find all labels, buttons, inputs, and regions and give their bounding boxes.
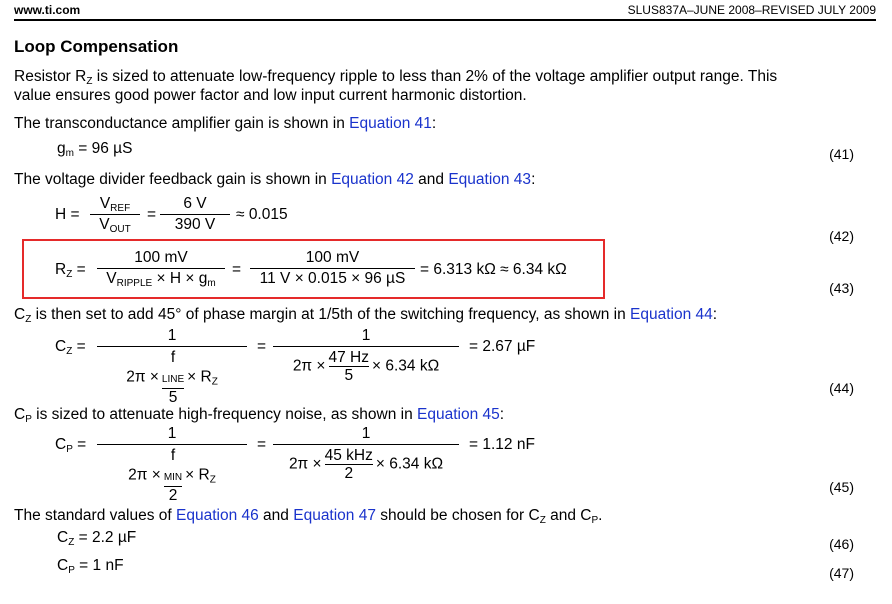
equation-number-44: (44) xyxy=(829,380,854,396)
paragraph-cp-intro: $C_P$ is sized to attenuate high-frequency noise, as shown in Equation 45: xyxy=(14,406,505,425)
equation-46-link[interactable]: Equation 46 xyxy=(176,507,259,524)
document-reference: SLUS837A–JUNE 2008–REVISED JULY 2009 xyxy=(627,3,876,17)
section-title: Loop Compensation xyxy=(14,37,179,56)
equation-47-link[interactable]: Equation 47 xyxy=(293,507,376,524)
paragraph-gm-intro: The transconductance amplifier gain is shown in Equation 41: xyxy=(14,115,437,132)
equation-46: $C_Z = 2.2$ µF xyxy=(57,529,137,548)
equation-number-41: (41) xyxy=(829,146,854,162)
equation-number-42: (42) xyxy=(829,228,854,244)
equation-41: $g_m = 96$ µS xyxy=(57,140,133,159)
equation-47: $C_P = 1$ nF xyxy=(57,557,124,576)
equation-45-link[interactable]: Equation 45 xyxy=(417,406,500,423)
equation-42-link[interactable]: Equation 42 xyxy=(331,171,414,188)
equation-number-43: (43) xyxy=(829,280,854,296)
paragraph-rz-intro-line2: value ensures good power factor and low input current harmonic distortion. xyxy=(14,87,527,104)
site-link[interactable]: www.ti.com xyxy=(14,3,81,17)
paragraph-standard-values: The standard values of Equation 46 and Equation 47 should be chosen for $C_Z$ and $C_P$. xyxy=(14,507,603,526)
paragraph-divider-intro: The voltage divider feedback gain is shown in Equation 42 and Equation 43: xyxy=(14,171,536,188)
equation-number-45: (45) xyxy=(829,479,854,495)
equation-43-link[interactable]: Equation 43 xyxy=(448,171,532,188)
paragraph-cz-intro: $C_Z$ is then set to add 45° of phase margin at 1/5th of the switching frequency, as shown in Equation 44: xyxy=(14,306,718,325)
equation-41-link[interactable]: Equation 41 xyxy=(349,115,432,132)
equation-number-47: (47) xyxy=(829,565,854,581)
equation-44-link[interactable]: Equation 44 xyxy=(630,306,713,323)
equation-number-46: (46) xyxy=(829,536,854,552)
paragraph-rz-intro: Resistor $R_Z$ is sized to attenuate low-frequency ripple to less than 2% of the voltage amplifier output range. This xyxy=(14,68,778,87)
header-rule xyxy=(14,19,876,21)
